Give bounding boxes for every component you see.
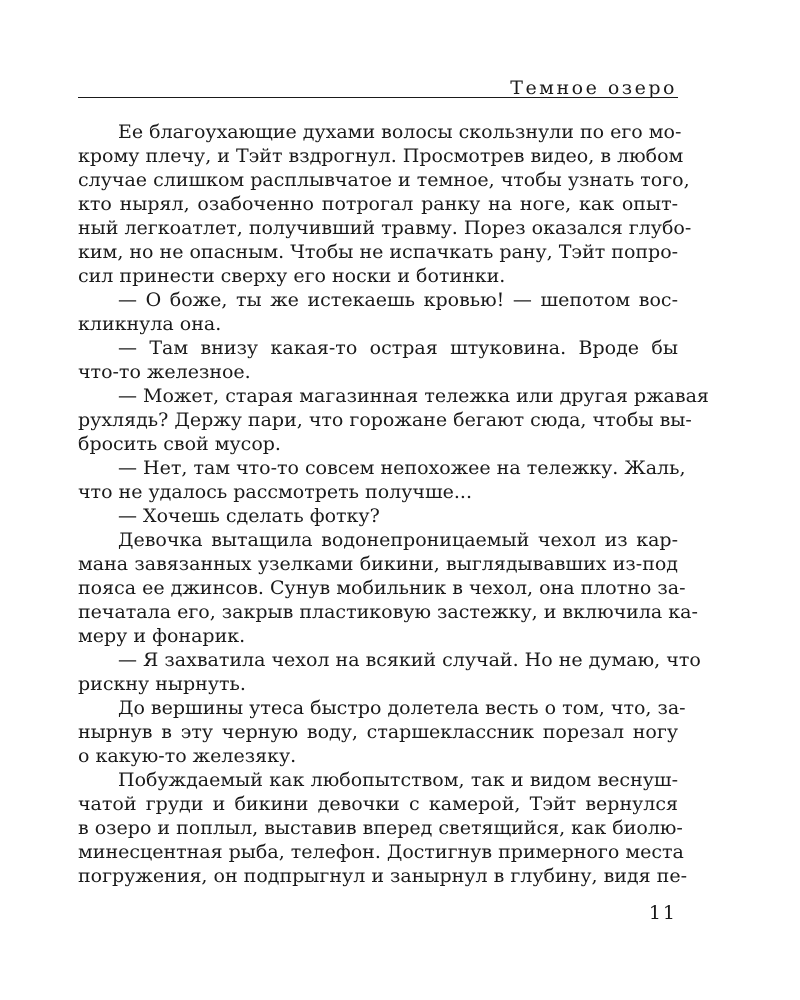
text-line: ный легкоатлет, получивший травму. Порез оказался глубо- [78, 217, 692, 239]
text-line: нырнув в эту черную воду, старшеклассник порезал ногу [78, 721, 678, 743]
text-line: сил принести сверху его носки и ботинки. [78, 265, 506, 287]
page-text [78, 120, 709, 888]
text-line: погружения, он подпрыгнул и занырнул в глубину, видя пе- [78, 865, 687, 887]
header-divider [78, 97, 678, 98]
text-line: в озеро и поплыл, выставив вперед светящийся, как биолю- [78, 817, 683, 839]
text-line: До вершины утеса быстро долетела весть о том, что, за- [118, 697, 686, 719]
text-line: рухлядь? Держу пари, что горожане бегают сюда, чтобы вы- [78, 409, 692, 431]
text-line: — Там внизу какая-то острая штуковина. Вроде бы [118, 337, 678, 359]
text-line: — Нет, там что-то совсем непохожее на тележку. Жаль, [118, 457, 686, 479]
text-line: мана завязанных узелками бикини, выглядывавших из-под [78, 553, 678, 575]
text-line: что не удалось рассмотреть получше... [78, 481, 472, 503]
text-line: пояса ее джинсов. Сунув мобильник в чехол, она плотно за- [78, 577, 686, 599]
text-line: ким, но не опасным. Чтобы не испачкать рану, Тэйт попро- [78, 241, 679, 263]
text-line: крому плечу, и Тэйт вздрогнул. Просмотрев видео, в любом [78, 145, 684, 167]
text-line: Ее благоухающие духами волосы скользнули по его мо- [118, 121, 682, 143]
text-line: печатала его, закрыв пластиковую застежку, и включила ка- [78, 601, 698, 623]
text-line: кто нырял, озабоченно потрогал ранку на ноге, как опыт- [78, 193, 678, 215]
text-line: минесцентная рыба, телефон. Достигнув примерного места [78, 841, 684, 863]
book-title: Темное озеро [510, 77, 677, 99]
text-line: — Хочешь сделать фотку? [118, 505, 380, 527]
page-number: 11 [648, 902, 677, 924]
text-line: Побуждаемый как любопытством, так и видом веснуш- [118, 769, 678, 791]
text-line: — Может, старая магазинная тележка или другая ржавая [118, 385, 709, 407]
text-line: рискну нырнуть. [78, 673, 246, 695]
text-line: Девочка вытащила водонепроницаемый чехол из кар- [118, 529, 678, 551]
text-line: что-то железное. [78, 361, 251, 383]
text-line: бросить свой мусор. [78, 433, 281, 455]
text-line: — Я захватила чехол на всякий случай. Но не думаю, что [118, 649, 701, 671]
text-line: чатой груди и бикини девочки с камерой, Тэйт вернулся [78, 793, 678, 815]
text-line: о какую-то железяку. [78, 745, 297, 767]
text-line: случае слишком расплывчатое и темное, чтобы узнать того, [78, 169, 690, 191]
text-line: меру и фонарик. [78, 625, 246, 647]
text-line: — О боже, ты же истекаешь кровью! — шепотом вос- [118, 289, 678, 311]
text-line: кликнула она. [78, 313, 222, 335]
